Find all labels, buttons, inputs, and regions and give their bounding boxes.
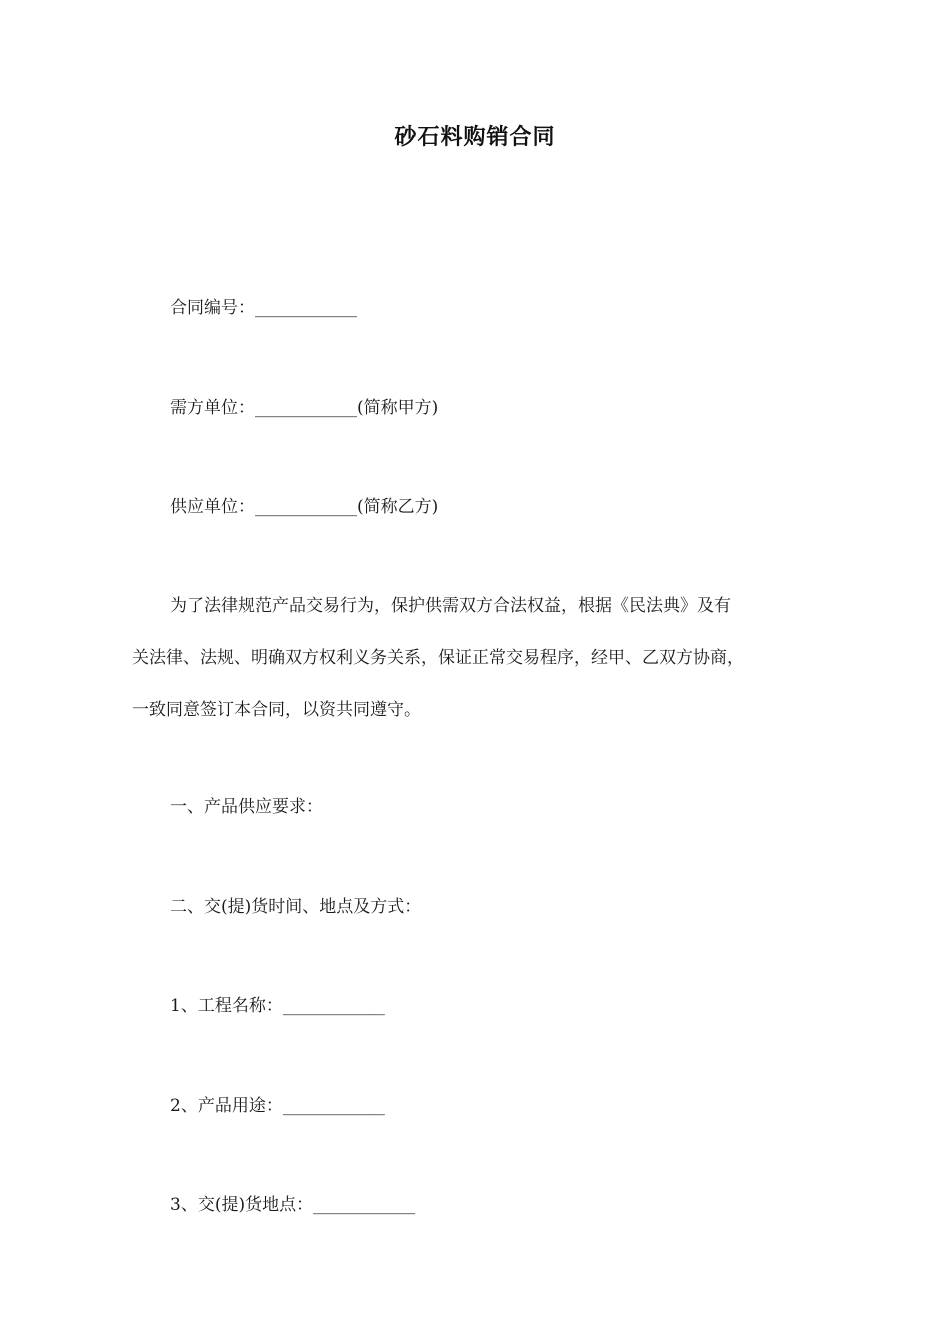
item-project-name [170,994,385,1018]
supplier-label: 供应单位： [170,497,255,517]
item-product-use [170,1094,385,1118]
buyer-line [170,396,438,420]
supplier-suffix: (简称乙方) [357,497,439,517]
supplier-line [170,495,438,519]
preamble-line: 一致同意签订本合同，以资共同遵守。 [132,700,421,720]
item-label: 2、产品用途： [170,1096,283,1116]
item-label: 3、交(提)货地点： [170,1195,314,1215]
buyer-blank: ____________ [255,398,357,418]
buyer-suffix: (简称甲方) [357,398,439,418]
item-blank: ____________ [282,1096,385,1116]
item-blank: ____________ [313,1195,416,1215]
buyer-label: 需方单位： [170,398,255,418]
preamble-paragraph [132,594,832,750]
supplier-blank: ____________ [255,497,357,517]
contract-number-label: 合同编号： [170,298,255,318]
contract-number-line [170,296,357,320]
contract-number-blank: ____________ [255,298,357,318]
document-title: 砂石料购销合同 [394,125,556,150]
item-label: 1、工程名称： [170,996,283,1016]
section-heading-1: 一、产品供应要求： [170,797,323,817]
preamble-line: 为了法律规范产品交易行为，保护供需双方合法权益，根据《民法典》及有 [170,596,731,616]
item-delivery-place [170,1193,415,1217]
section-heading-2: 二、交(提)货时间、地点及方式： [170,897,422,917]
item-blank: ____________ [282,996,385,1016]
preamble-line: 关法律、法规、明确双方权利义务关系，保证正常交易程序，经甲、乙双方协商， [132,648,744,668]
